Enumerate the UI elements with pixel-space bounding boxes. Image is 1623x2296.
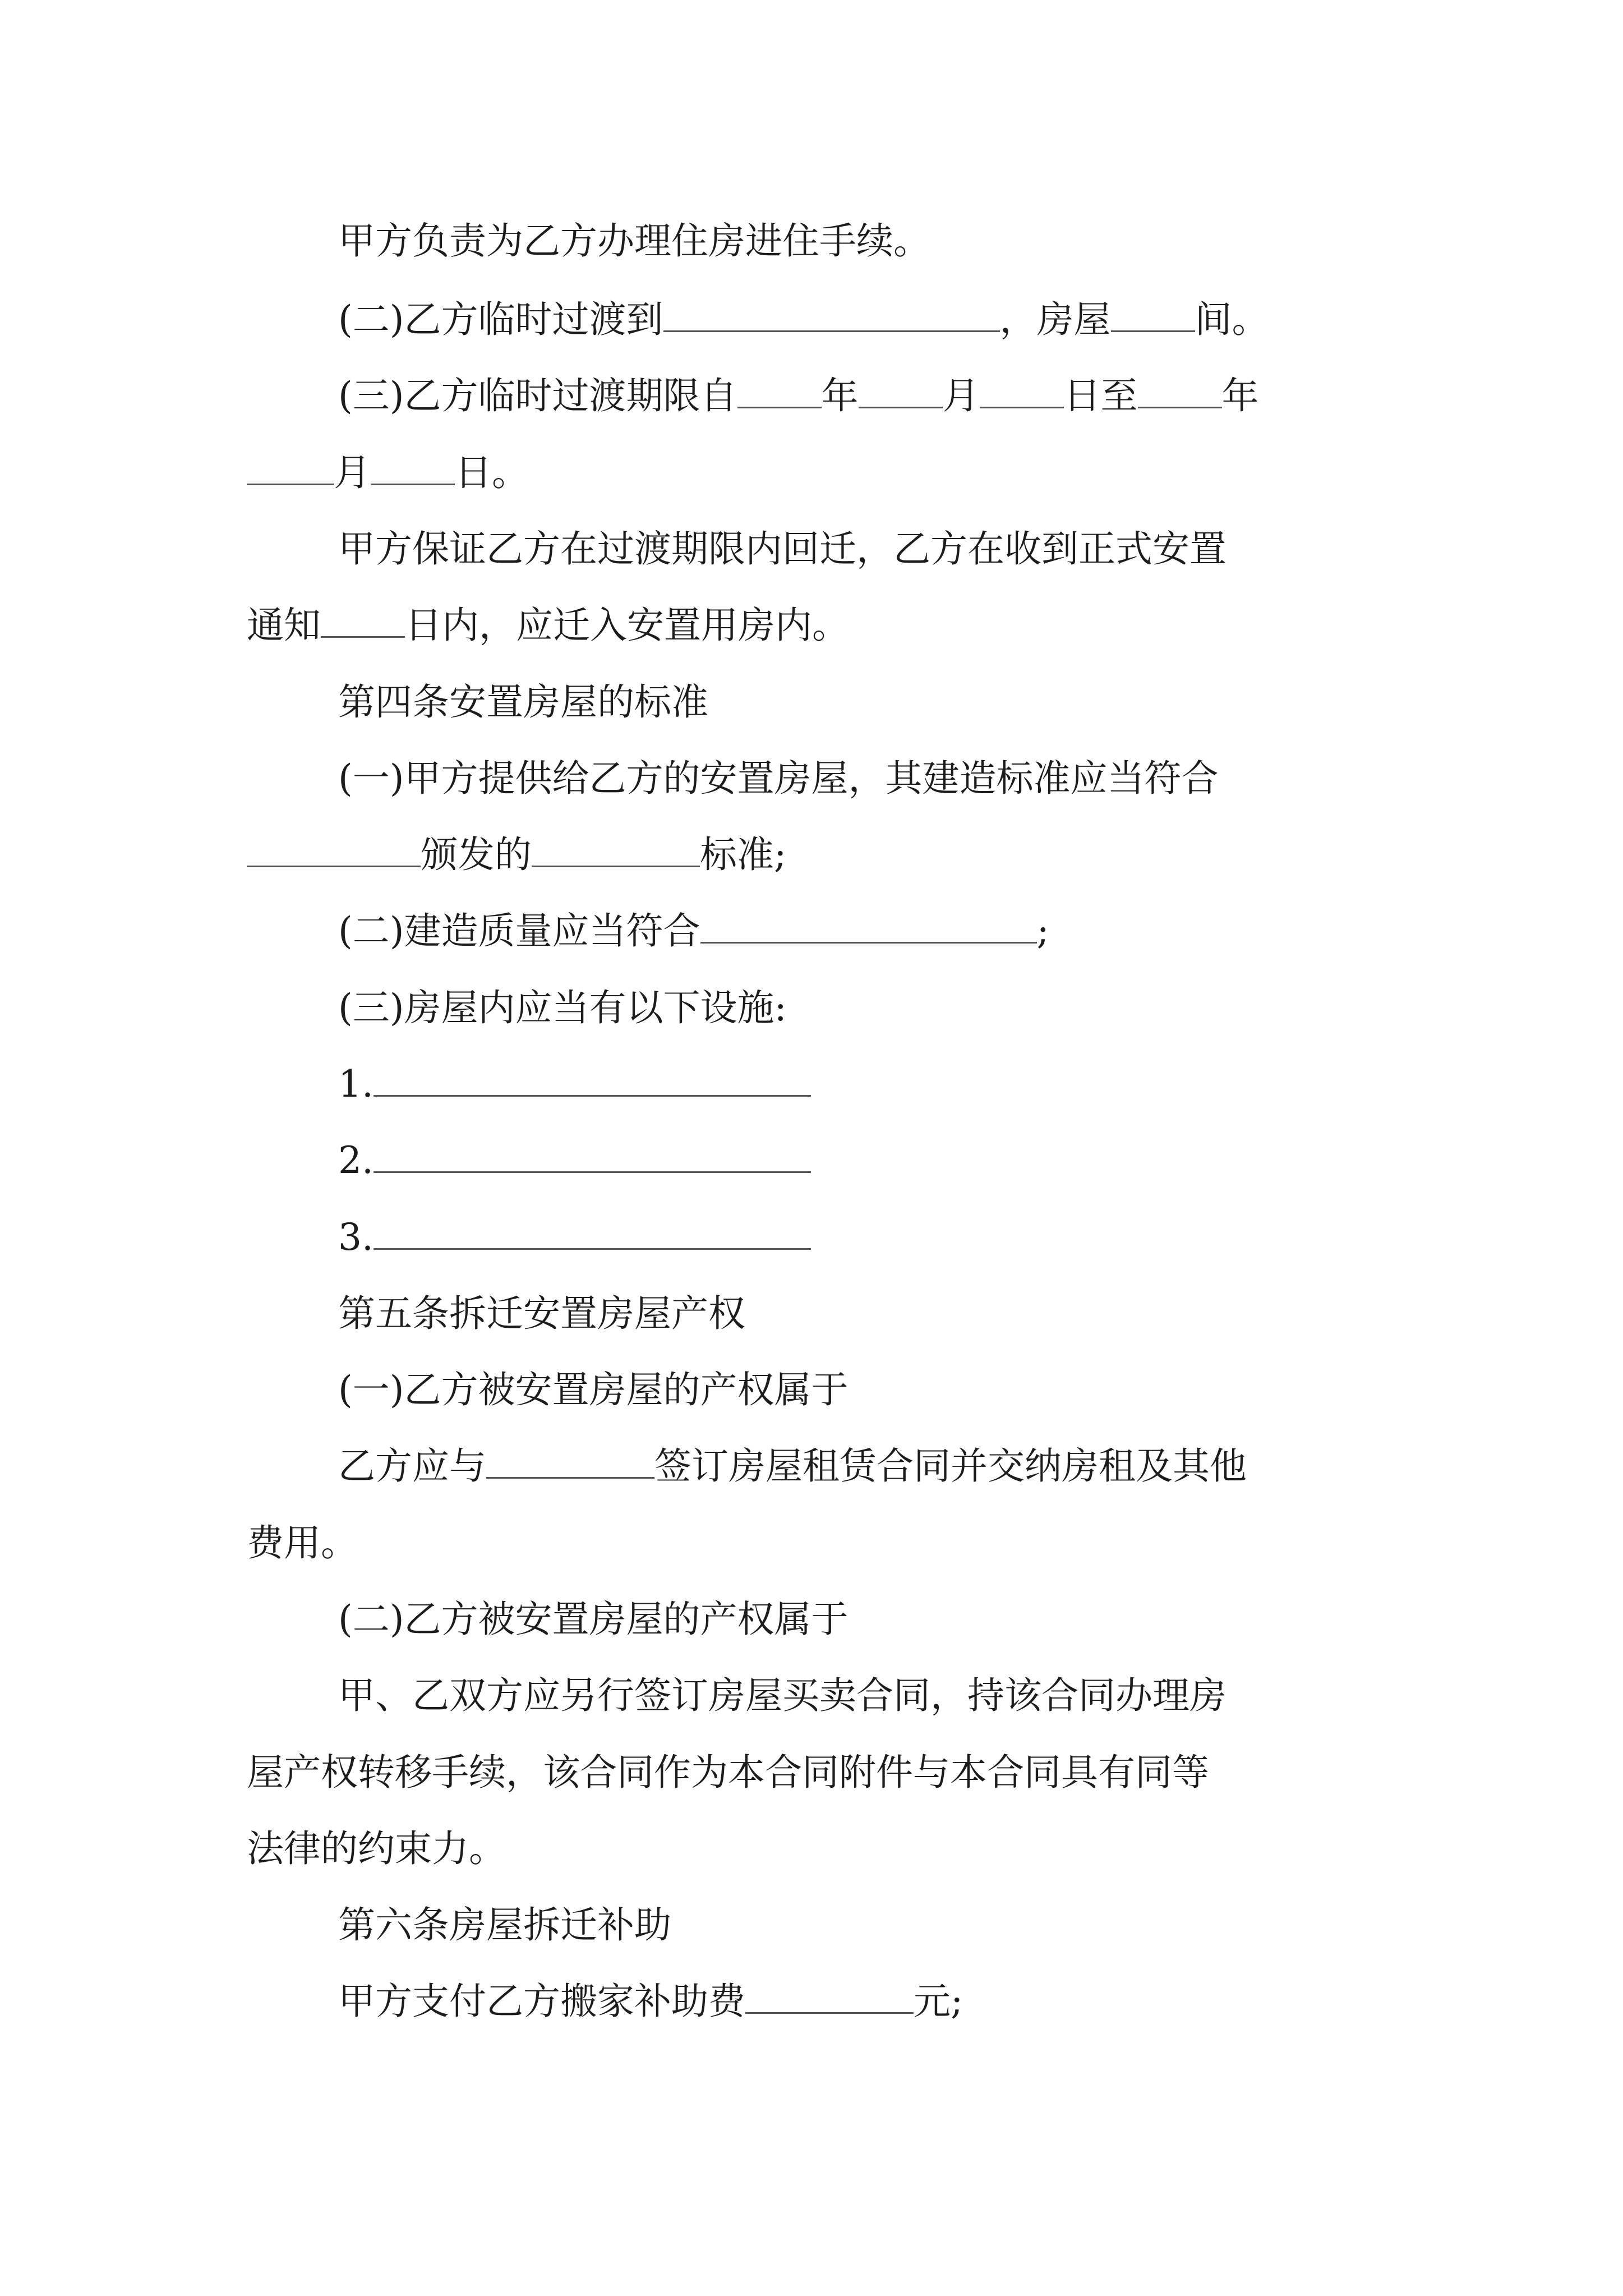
paragraph-line: (二)乙方临时过渡到 ，房屋 间。: [338, 298, 1269, 341]
fill-blank[interactable]: [486, 1444, 654, 1479]
paragraph-line: (二)乙方被安置房屋的产权属于: [338, 1598, 849, 1641]
paragraph-line: 甲、乙双方应另行签订房屋买卖合同，持该合同办理房: [338, 1674, 1227, 1717]
fill-blank[interactable]: [663, 298, 1000, 332]
article-heading: 第六条房屋拆迁补助: [338, 1903, 671, 1947]
paragraph-line: (一)乙方被安置房屋的产权属于: [338, 1368, 849, 1411]
fill-blank[interactable]: [859, 374, 943, 408]
paragraph-line: 乙方应与 签订房屋租赁合同并交纳房租及其他: [338, 1444, 1247, 1488]
paragraph-line: (三)房屋内应当有以下设施:: [338, 986, 787, 1029]
paragraph-line: (一)甲方提供给乙方的安置房屋，其建造标准应当符合: [338, 757, 1219, 800]
paragraph-line: 甲方保证乙方在过渡期限内回迁，乙方在收到正式安置: [338, 527, 1227, 570]
list-item: 3.: [338, 1215, 811, 1260]
fill-blank[interactable]: [321, 604, 405, 638]
fill-blank[interactable]: [371, 451, 455, 485]
fill-blank[interactable]: [745, 1980, 914, 2014]
paragraph-line: (二)建造质量应当符合 ;: [338, 909, 1049, 953]
paragraph-line: (三)乙方临时过渡期限自 年 月 日至 年: [338, 374, 1259, 417]
paragraph-line: 通知 日内，应迁入安置用房内。: [247, 604, 849, 647]
list-item: 1.: [338, 1062, 811, 1107]
paragraph-line: 屋产权转移手续，该合同作为本合同附件与本合同具有同等: [247, 1751, 1209, 1794]
fill-blank[interactable]: [374, 1139, 811, 1173]
paragraph-line: 月 日。: [247, 450, 529, 495]
article-heading: 第四条安置房屋的标准: [338, 680, 708, 724]
fill-blank[interactable]: [737, 374, 822, 408]
article-heading: 第五条拆迁安置房屋产权: [338, 1292, 745, 1335]
fill-blank[interactable]: [1111, 298, 1195, 332]
fill-blank[interactable]: [980, 374, 1064, 408]
paragraph-line: 法律的约束力。: [247, 1827, 506, 1870]
paragraph-line: 甲方支付乙方搬家补助费 元;: [338, 1980, 963, 2023]
fill-blank[interactable]: [374, 1216, 811, 1250]
fill-blank[interactable]: [532, 833, 700, 867]
paragraph-line: 费用。: [247, 1521, 358, 1565]
paragraph-line: 颁发的 标准;: [247, 832, 786, 877]
fill-blank[interactable]: [700, 909, 1037, 944]
paragraph-line: 甲方负责为乙方办理住房进住手续。: [338, 219, 930, 263]
fill-blank[interactable]: [247, 833, 421, 867]
fill-blank[interactable]: [247, 451, 334, 485]
fill-blank[interactable]: [374, 1062, 811, 1097]
fill-blank[interactable]: [1138, 374, 1222, 408]
list-item: 2.: [338, 1138, 811, 1183]
